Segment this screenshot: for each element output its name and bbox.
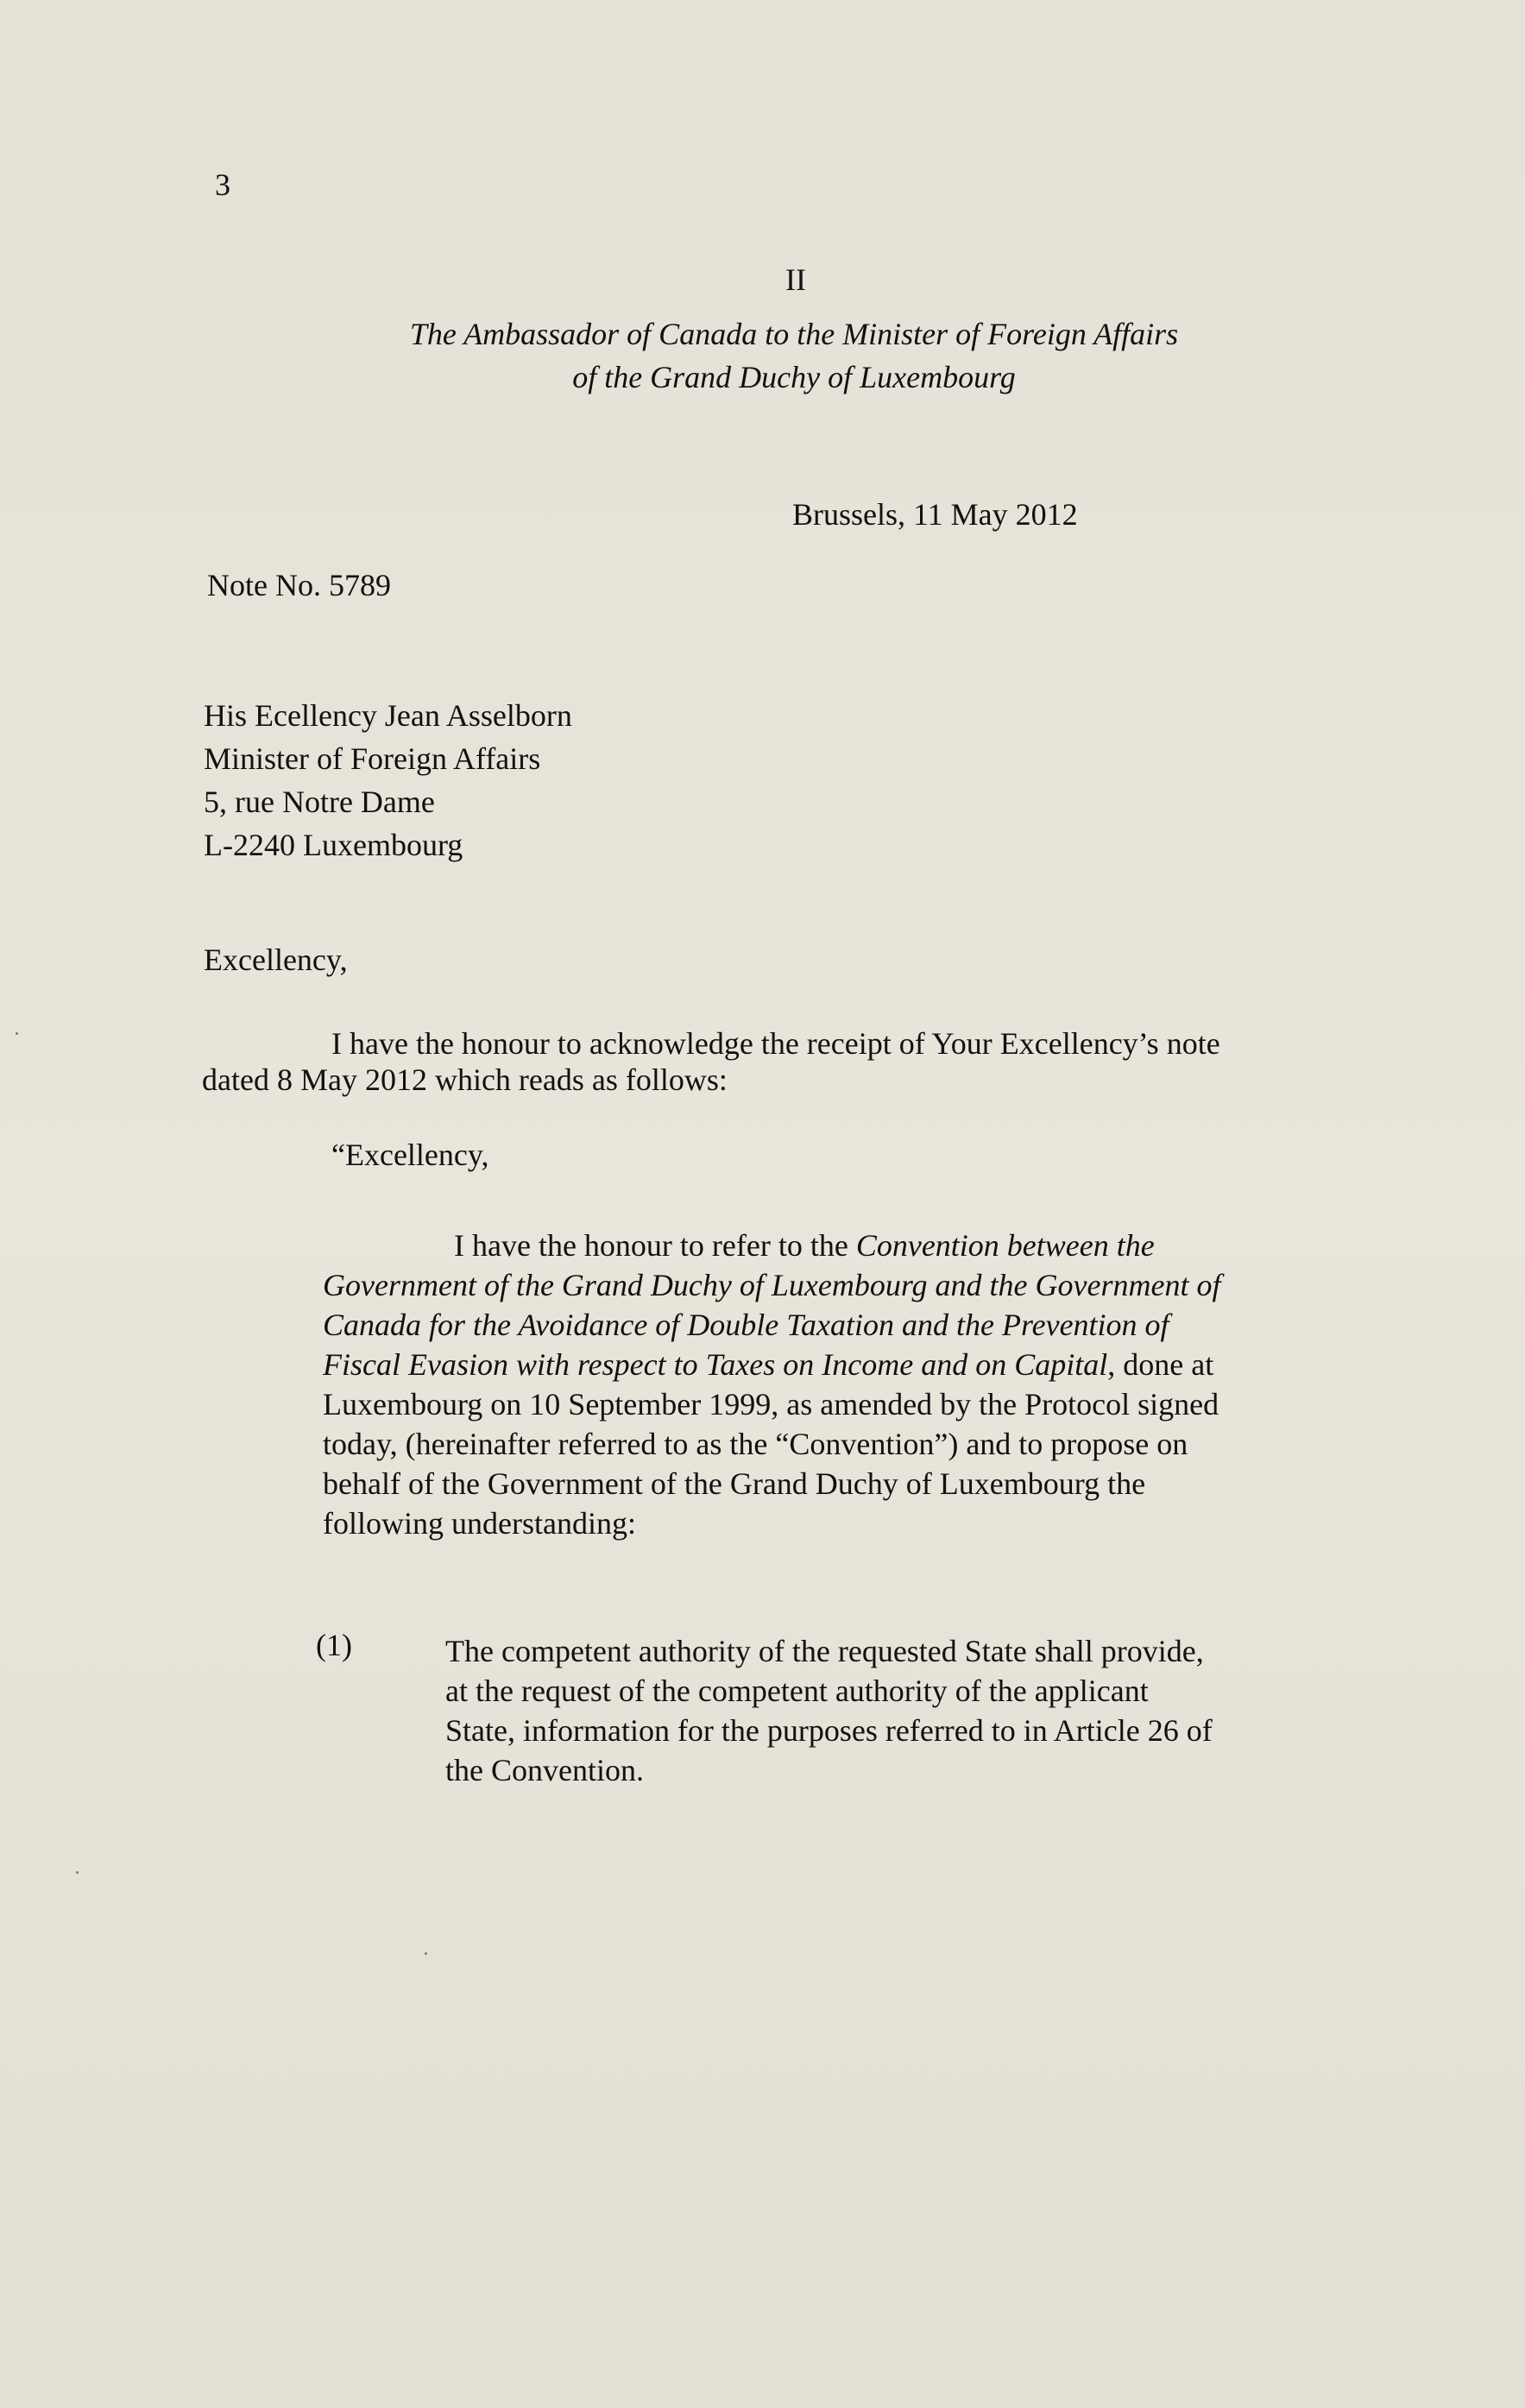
quoted-paragraph [323,1226,1238,1543]
quoted-continuation: , done at Luxembourg on 10 September 1999, as amended by the Protocol signed today, (hereinafter referred to as the “Convention”) and to propose on behalf of the Government of the Grand Duchy of Luxembourg the following understanding: [323,1347,1219,1541]
scan-speck [16,1032,18,1035]
convention-title: Convention between the Government of the Grand Duchy of Luxembourg and the Government of Canada for the Avoidance of Double Taxation and the Prevention of Fiscal Evasion with respect to Taxes on Income and on Capital [323,1228,1221,1382]
quoted-salutation: “Excellency, [331,1138,489,1172]
quoted-intro: I have the honour to refer to the [454,1228,856,1263]
item-number: (1) [316,1628,352,1662]
salutation: Excellency, [204,942,348,977]
acknowledgement-paragraph [202,1025,1376,1098]
letter-heading [328,312,1260,399]
page-number: 3 [215,167,230,202]
item-text: The competent authority of the requested State shall provide, at the request of the competent authority of the applicant State, information for the purposes referred to in Article 26 of the Convention. [445,1634,1213,1787]
addressee-line: His Ecellency Jean Asselborn [204,698,572,733]
scan-speck [76,1871,79,1874]
heading-line-1: The Ambassador of Canada to the Minister of Foreign Affairs [409,317,1179,351]
addressee-line: Minister of Foreign Affairs [204,741,541,776]
acknowledgement-line-1: I have the honour to acknowledge the receipt of Your Excellency’s note [331,1026,1220,1061]
addressee-block [204,694,572,867]
section-numeral: II [785,262,806,297]
addressee-line: 5, rue Notre Dame [204,785,435,819]
heading-line-2: of the Grand Duchy of Luxembourg [572,360,1016,394]
scan-speck [425,1952,427,1955]
addressee-line: L-2240 Luxembourg [204,828,463,862]
place-date: Brussels, 11 May 2012 [792,497,1078,532]
acknowledgement-line-2: dated 8 May 2012 which reads as follows: [202,1062,728,1097]
note-number: Note No. 5789 [207,568,391,602]
